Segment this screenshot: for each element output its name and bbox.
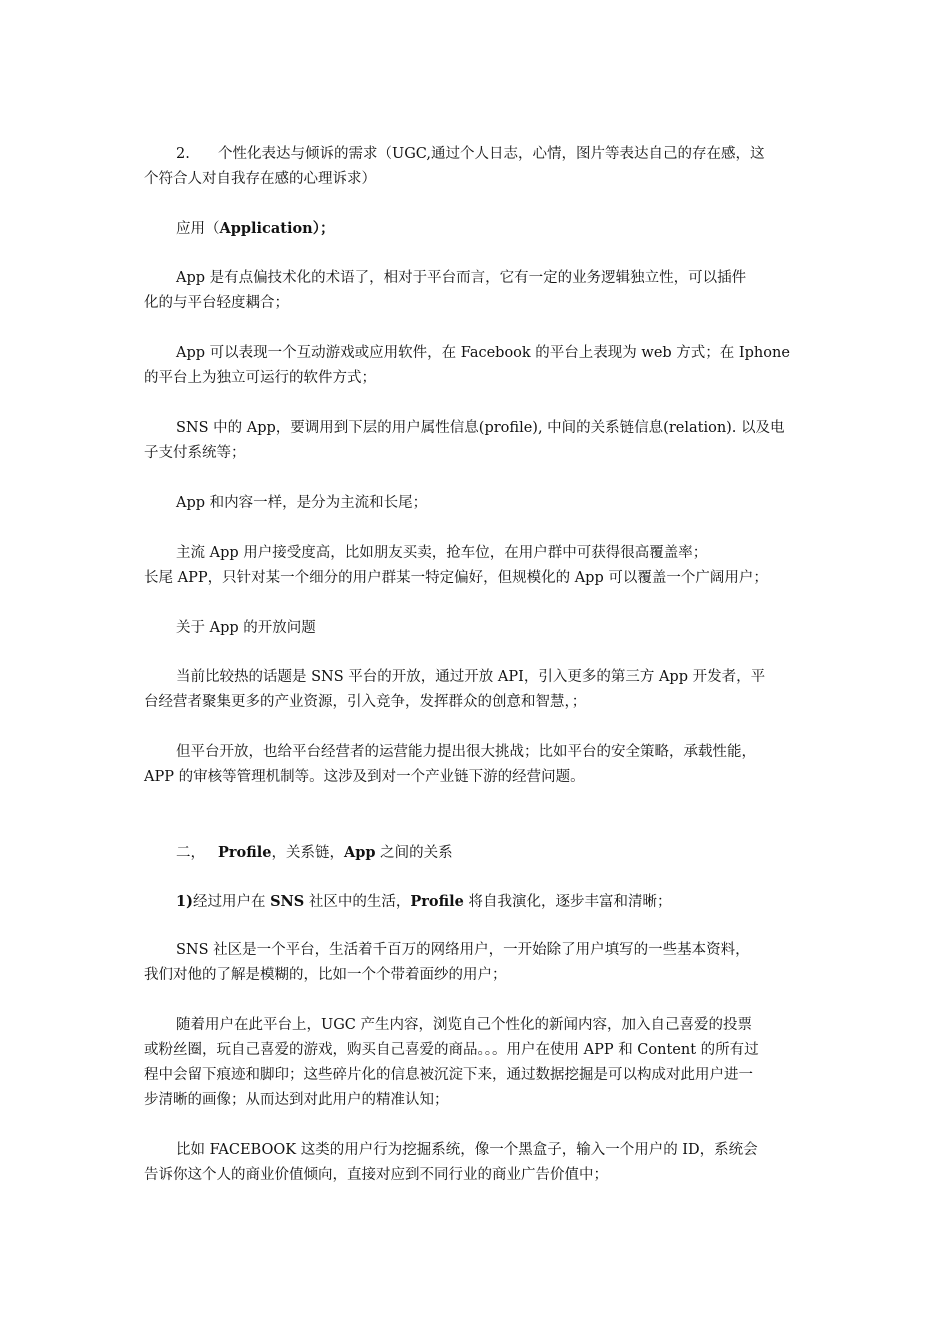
text-line: App 和内容一样，是分为主流和长尾； bbox=[176, 495, 428, 511]
paragraph-app-definition bbox=[144, 266, 808, 316]
text-line: SNS 社区是一个平台，生活着千百万的网络用户，一开始除了用户填写的一些基本资料， bbox=[176, 942, 750, 958]
text-line: 台经营者聚集更多的产业资源，引入竞争，发挥群众的创意和智慧，； bbox=[144, 694, 587, 710]
text-line: 子支付系统等； bbox=[144, 445, 246, 461]
heading-application: 应用（Application）； bbox=[176, 220, 335, 237]
paragraph-sns-app bbox=[144, 416, 808, 466]
text-line: 但平台开放，也给平台经营者的运营能力提出很大挑战；比如平台的安全策略，承载性能， bbox=[176, 744, 756, 760]
text-line: 步清晰的画像；从而达到对此用户的精准认知； bbox=[144, 1092, 449, 1108]
text-line: 比如 FACEBOOK 这类的用户行为挖掘系统，像一个黑盒子，输入一个用户的 ID，系统会 bbox=[176, 1142, 758, 1158]
text-line: 关于 App 的开放问题 bbox=[176, 620, 316, 636]
text-line: 的平台上为独立可运行的软件方式； bbox=[144, 370, 376, 386]
paragraph-user-traces bbox=[144, 1013, 808, 1113]
text-line: App 是有点偏技术化的术语了，相对于平台而言，它有一定的业务逻辑独立性，可以插件 bbox=[176, 270, 747, 286]
paragraph-mainstream-longtail bbox=[144, 541, 808, 591]
paragraph-sns-community bbox=[144, 938, 808, 988]
text-line: 个性化表达与倾诉的需求（UGC,通过个人日志，心情，图片等表达自己的存在感，这 bbox=[218, 146, 765, 162]
paragraph-app-openness bbox=[144, 616, 808, 641]
text-line: 随着用户在此平台上，UGC 产生内容，浏览自己个性化的新闻内容，加入自己喜爱的投票 bbox=[176, 1017, 753, 1033]
text-line: 程中会留下痕迹和脚印；这些碎片化的信息被沉淀下来，通过数据挖掘是可以构成对此用户进一 bbox=[144, 1067, 753, 1083]
paragraph-app-categories bbox=[144, 491, 808, 516]
text-line: 主流 App 用户接受度高，比如朋友买卖，抢车位，在用户群中可获得很高覆盖率； bbox=[176, 545, 708, 561]
paragraph-profile-evolution: 1)经过用户在 SNS 社区中的生活，Profile 将自我演化，逐步丰富和清晰； bbox=[176, 893, 672, 910]
text-line: 化的与平台轻度耦合； bbox=[144, 295, 289, 311]
section-number: 二， bbox=[176, 845, 205, 861]
section-heading-relations: 二， Profile，关系链，App 之间的关系 bbox=[144, 840, 808, 866]
text-line: 告诉你这个人的商业价值倾向，直接对应到不同行业的商业广告价值中； bbox=[144, 1167, 608, 1183]
paragraph-platform-open bbox=[144, 665, 808, 715]
paragraph-personal-expression bbox=[144, 142, 808, 192]
text-line: APP 的审核等管理机制等。这涉及到对一个产业链下游的经营问题。 bbox=[144, 769, 585, 785]
text-line: 当前比较热的话题是 SNS 平台的开放，通过开放 API，引入更多的第三方 App 开发者，平 bbox=[176, 669, 766, 685]
paragraph-app-forms bbox=[144, 341, 808, 391]
text-line: SNS 中的 App，要调用到下层的用户属性信息(profile), 中间的关系链信息(relation). 以及电 bbox=[176, 420, 785, 436]
text-line: App 可以表现一个互动游戏或应用软件，在 Facebook 的平台上表现为 web 方式；在 Iphone bbox=[176, 345, 790, 361]
text-line: 我们对他的了解是模糊的，比如一个个带着面纱的用户； bbox=[144, 967, 507, 983]
text-line: 个符合人对自我存在感的心理诉求） bbox=[144, 171, 376, 187]
paragraph-facebook-example bbox=[144, 1138, 808, 1188]
text-line: 长尾 APP，只针对某一个细分的用户群某一特定偏好，但规模化的 App 可以覆盖一个广阔用户； bbox=[144, 570, 768, 586]
text-line: 或粉丝圈，玩自己喜爱的游戏，购买自己喜爱的商品。。。用户在使用 APP 和 Content 的所有过 bbox=[144, 1042, 759, 1058]
paragraph-platform-challenge bbox=[144, 740, 808, 790]
list-number: 2. bbox=[176, 146, 190, 162]
